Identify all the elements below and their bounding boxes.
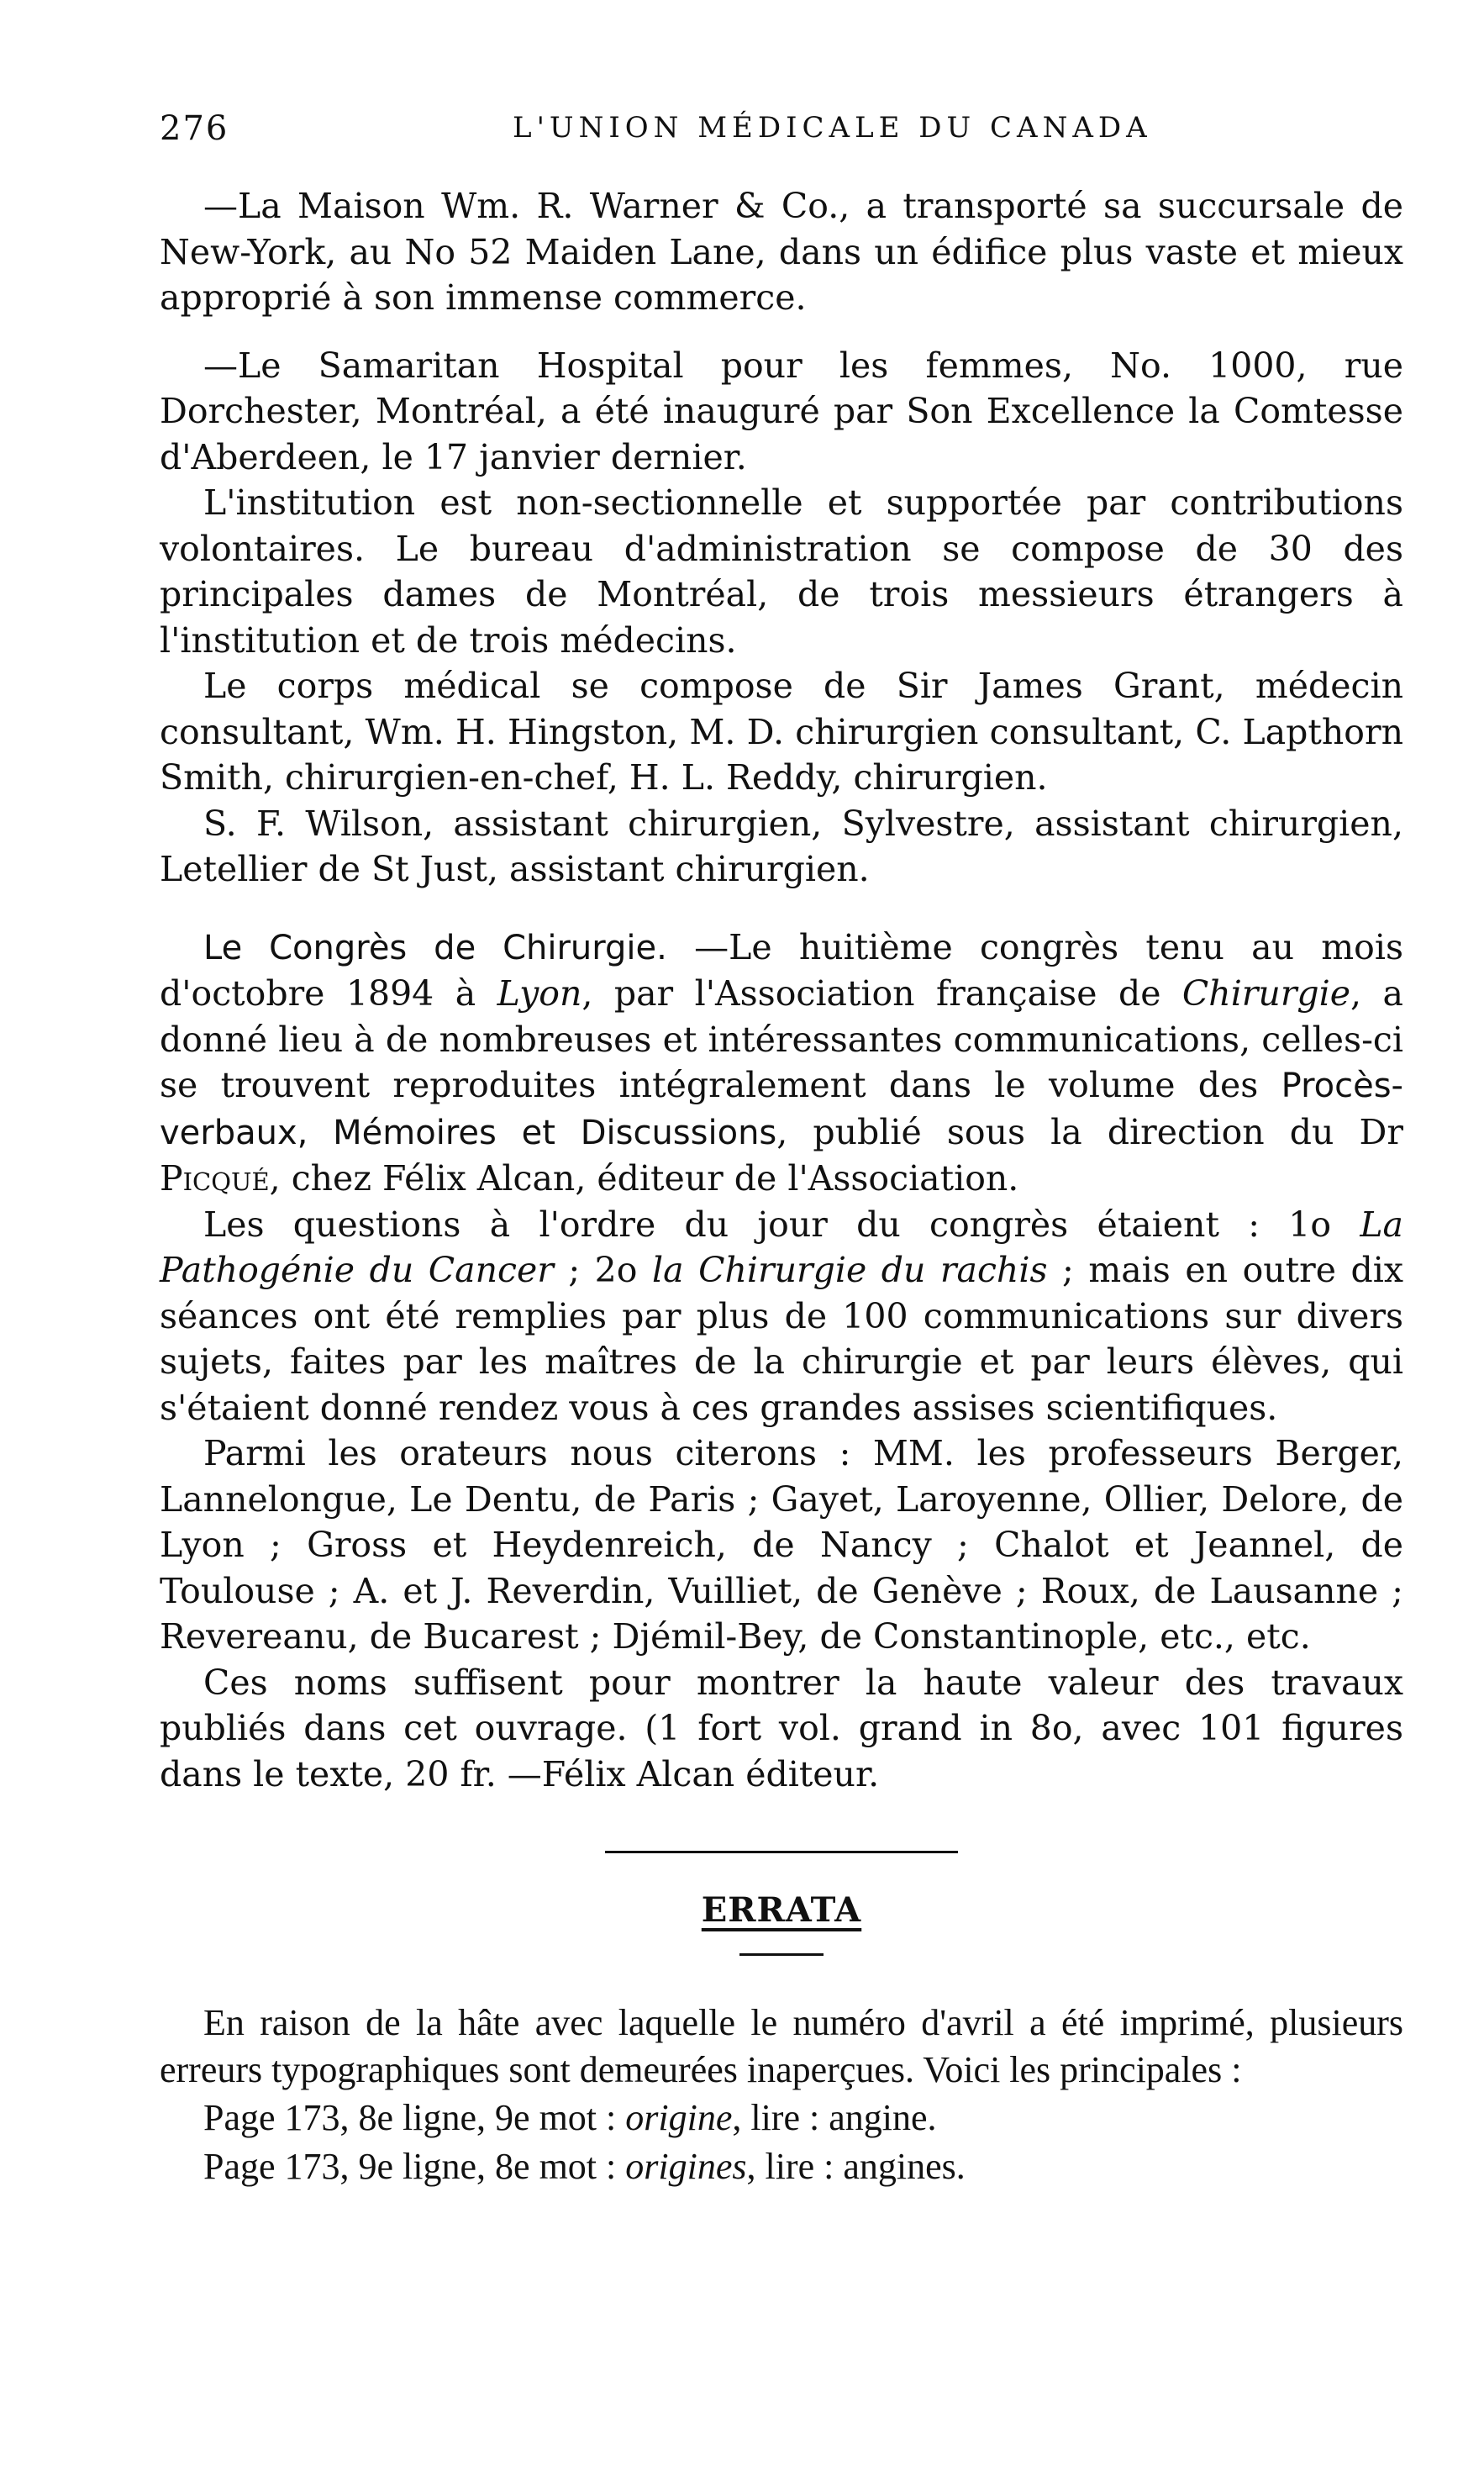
congres-paragraph: [160, 925, 1403, 1202]
errata-entry-location: Page 173, 9e ligne, 8e mot :: [203, 2146, 626, 2187]
congres-speakers-paragraph: Parmi les orateurs nous citerons : MM. les professeurs Berger, Lannelongue, Le Dentu, de Paris ; Gayet, Laroyenne, Ollier, Delore, de Lyon ; Gross et Heydenreich, de Nancy ; Chalot et Jeannel, de Toulouse ; A. et J. Reverdin, Vuilliet, de Genève ; Roux, de Lausanne ; Revereanu, de Bucarest ; Djémil-Bey, de Constantinople, etc., etc.: [160, 1433, 1403, 1657]
errata-entry-wrong: origines: [625, 2146, 747, 2187]
samaritan-medical-staff-paragraph: Le corps médical se compose de Sir James Grant, médecin consultant, Wm. H. Hingston, M. D. chirurgien consultant, C. Lapthorn Smith, chirurgien-en-chef, H. L. Reddy, chirurgien.: [160, 666, 1403, 798]
congres-topic-cancer: La Pathogénie du Cancer: [160, 1204, 1403, 1290]
samaritan-notice: —Le Samaritan Hospital pour les femmes, No. 1000, rue Dorchester, Montréal, a été inauguré par Son Excellence la Comtesse d'Aberdeen, le 17 janvier dernier.: [160, 345, 1403, 477]
congres-questions-text: ; 2o: [553, 1250, 652, 1290]
congres-chirurgie: Chirurgie: [1181, 973, 1351, 1014]
congres-questions-text: ; mais en outre dix séances ont été remplies par plus de 100 communications sur divers sujets, faites par les maîtres de la chirurgie et par leurs élèves, qui s'étaient donné rendez vous à ces grandes assises scientifiques.: [160, 1250, 1404, 1428]
errata-entry-separator: , lire :: [732, 2097, 829, 2138]
errata-entry: [160, 2142, 1403, 2191]
congres-text: —Le huitième congrès tenu au mois d'octobre 1894 à: [160, 926, 1403, 1014]
page: [160, 109, 1403, 2191]
warner-notice: —La Maison Wm. R. Warner & Co., a transporté sa succursale de New-York, au No 52 Maiden Lane, dans un édifice plus vaste et mieux approprié à son immense commerce.: [160, 186, 1403, 318]
errata-entry-location: Page 173, 8e ligne, 9e mot :: [203, 2097, 626, 2138]
errata-entry-wrong: origine: [625, 2097, 733, 2138]
congres-questions-paragraph: [160, 1202, 1403, 1431]
congres-volume-title: Procès-verbaux, Mémoires et Discussions: [160, 1067, 1403, 1152]
congres-text: , chez Félix Alcan, éditeur de l'Association.: [269, 1158, 1019, 1199]
samaritan-assistants-paragraph: S. F. Wilson, assistant chirurgien, Sylvestre, assistant chirurgien, Letellier de St Just, assistant chirurgien.: [160, 803, 1403, 889]
errata-entry-correct: angine.: [829, 2097, 937, 2138]
errata-short-rule: [739, 1953, 824, 1956]
errata-entry-correct: angines.: [843, 2146, 966, 2187]
section-divider: [605, 1851, 958, 1853]
congres-picque: Picqué: [160, 1158, 270, 1199]
congres-text: , a donné lieu à de nombreuses et intéressantes communications, celles-ci se trouvent reproduites intégralement dans le volume des: [160, 973, 1403, 1105]
errata-intro: En raison de la hâte avec laquelle le numéro d'avril a été imprimé, plusieurs erreurs typographiques sont demeurées inaperçues. Voici les principales :: [160, 2002, 1403, 2090]
samaritan-institution-paragraph: L'institution est non-sectionnelle et supportée par contributions volontaires. Le bureau d'administration se compose de 30 des principales dames de Montréal, de trois messieurs étrangers à l'institution et de trois médecins.: [160, 482, 1403, 661]
errata-entry-separator: , lire :: [746, 2146, 844, 2187]
congres-heading: Le Congrès de Chirurgie.: [203, 928, 667, 967]
congres-lyon: Lyon: [497, 973, 582, 1014]
congres-text: , publié sous la direction du Dr: [776, 1111, 1404, 1152]
congres-closing-paragraph: Ces noms suffisent pour montrer la haute valeur des travaux publiés dans cet ouvrage. (1 fort vol. grand in 8o, avec 101 figures dans le texte, 20 fr. —Félix Alcan éditeur.: [160, 1662, 1403, 1794]
errata-entry: [160, 2094, 1403, 2142]
errata-title: ERRATA: [701, 1890, 862, 1930]
journal-title: L'UNION MÉDICALE DU CANADA: [513, 111, 1152, 145]
congres-topic-rachis: la Chirurgie du rachis: [652, 1250, 1048, 1290]
congres-questions-text: Les questions à l'ordre du jour du congrès étaient : 1o: [203, 1204, 1360, 1245]
congres-text: , par l'Association française de: [581, 973, 1182, 1014]
running-head: [160, 109, 1403, 160]
page-number: 276: [160, 109, 229, 148]
